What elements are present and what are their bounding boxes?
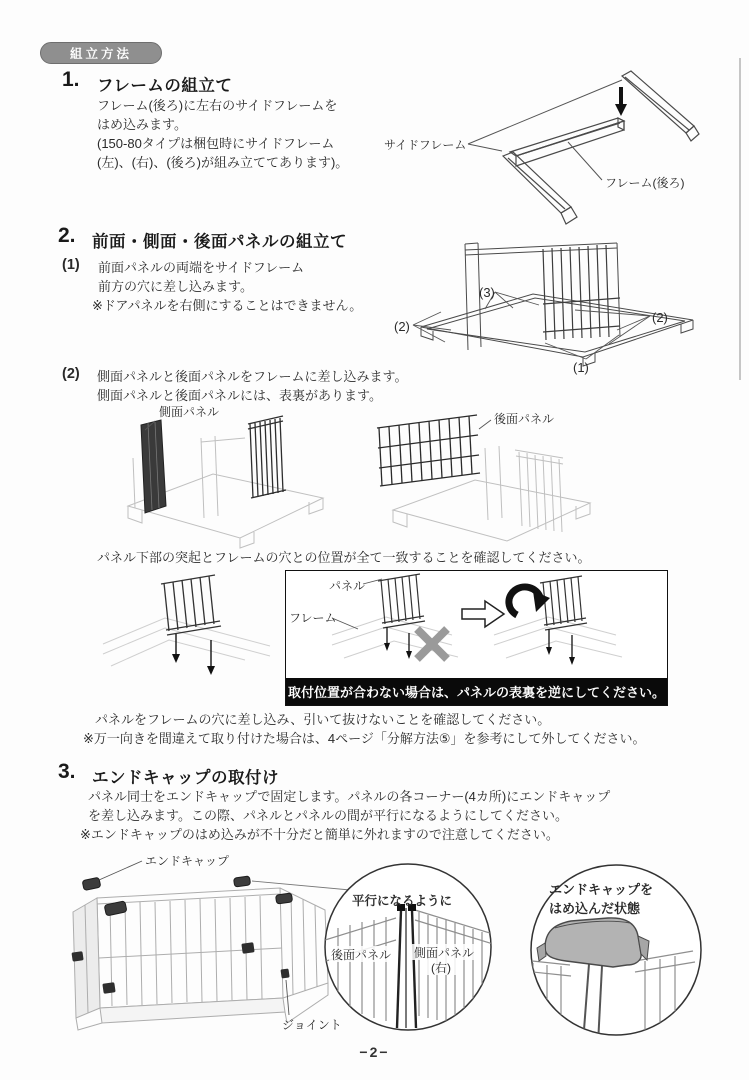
section1-body-line: フレーム(後ろ)に左右のサイドフレームを [97, 98, 338, 113]
section3-body-line: パネル同士をエンドキャップで固定します。パネルの各コーナー(4カ所)にエンドキャップ [88, 789, 611, 804]
dark-rear-panel [377, 415, 480, 486]
callout-1: (1) [573, 360, 589, 375]
insert-arrows [172, 634, 215, 675]
insert-arrows [384, 627, 412, 659]
rear-frame-label: フレーム(後ろ) [605, 176, 685, 190]
section1-body-line: はめ込みます。 [97, 117, 187, 132]
step1-line: 前面パネルの両端をサイドフレーム [98, 260, 305, 275]
detail-circle-cap-fitted [523, 865, 701, 1044]
down-arrow-icon [615, 87, 627, 116]
step2-line: 側面パネルと後面パネルには、表裏があります。 [97, 388, 382, 403]
dark-side-panel-right [248, 416, 286, 498]
panel-orientation-warning-box [285, 570, 668, 706]
front-panel-bars [543, 245, 620, 340]
detail-circle-parallel [325, 864, 493, 1030]
section3-title: エンドキャップの取付け [92, 769, 279, 787]
end-cap-shape [545, 918, 641, 967]
frame-label: フレーム [289, 611, 337, 625]
parallel-label: 平行になるように [351, 894, 453, 908]
panel-label: パネル [329, 579, 366, 593]
figure-insert-correct [95, 568, 285, 708]
section1-title: フレームの組立て [97, 77, 233, 95]
cap-state-label-2: はめ込んだ状態 [549, 901, 641, 916]
step1-line: 前方の穴に差し込みます。 [98, 279, 253, 294]
note-text: ※万一向きを間違えて取り付けた場合は、4ページ「分解方法⑤」を参考にして外してください。 [83, 731, 646, 746]
leader-line [286, 980, 289, 1015]
badge-label: 組立方法 [69, 47, 132, 61]
figure-orientation [286, 571, 666, 677]
panel-bars [540, 576, 587, 630]
section1-number: 1. [62, 68, 80, 91]
callout-2-right: (2) [652, 310, 668, 325]
step2-line: 側面パネルと後面パネルをフレームに差し込みます。 [97, 369, 408, 384]
confirm-text: パネルをフレームの穴に差し込み、引いて抜けないことを確認してください。 [95, 712, 551, 727]
leader-line [479, 420, 491, 429]
leader-lines [413, 292, 650, 359]
page-number: −2− [359, 1044, 390, 1060]
right-arrow-icon [462, 601, 504, 627]
figure-frame-assembly [372, 60, 742, 228]
step1-marker: (1) [62, 257, 80, 273]
warning-caption: 取付位置が合わない場合は、パネルの表裏を逆にしてください。 [286, 678, 667, 705]
callout-3: (3) [479, 285, 495, 300]
side-panel-sub-label: (右) [431, 961, 451, 975]
section1-body-line: (左)、(右)、(後ろ)が組み立ててあります)。 [97, 155, 349, 170]
side-frame-label: サイドフレーム [384, 138, 467, 152]
cap-state-label-1: エンドキャップを [549, 882, 654, 897]
figure-side-panels [95, 398, 340, 550]
end-cap-label: エンドキャップ [145, 854, 230, 868]
rear-panel-label: 後面パネル [494, 412, 555, 426]
joint-label: ジョイント [282, 1018, 342, 1032]
panel-bars [161, 575, 221, 635]
x-mark-icon [417, 629, 447, 659]
section3-note: ※エンドキャップのはめ込みが不十分だと簡単に外れますので注意してください。 [80, 827, 559, 842]
figure-rear-panel [375, 398, 650, 550]
assembly-method-badge [40, 42, 162, 64]
section3-number: 3. [58, 760, 76, 783]
dark-side-panel-left [141, 420, 166, 513]
section1-body-line: (150-80タイプは梱包時にサイドフレーム [97, 136, 335, 151]
joint-clips [71, 942, 289, 994]
panel-bars [378, 574, 425, 628]
figure-front-panel [393, 232, 745, 382]
step1-note: ※ドアパネルを右側にすることはできません。 [92, 298, 363, 313]
callout-2-left: (2) [394, 319, 410, 334]
section3-body-line: を差し込みます。この際、パネルとパネルの間が平行になるようにしてください。 [88, 808, 568, 823]
step2-marker: (2) [62, 366, 80, 382]
figure-endcap-overview [55, 848, 715, 1068]
section2-number: 2. [58, 224, 76, 247]
frame-line-art [503, 71, 699, 224]
leader-line [99, 861, 142, 880]
rear-panel-label: 後面パネル [331, 948, 392, 962]
side-panel-label: 側面パネル [414, 946, 475, 960]
ghost-cage [393, 446, 590, 541]
section2-title: 前面・側面・後面パネルの組立て [92, 233, 347, 251]
check-text: パネル下部の突起とフレームの穴との位置が全て一致することを確認してください。 [97, 550, 591, 565]
side-panel-label: 側面パネル [159, 405, 220, 419]
insert-arrows [546, 629, 575, 665]
